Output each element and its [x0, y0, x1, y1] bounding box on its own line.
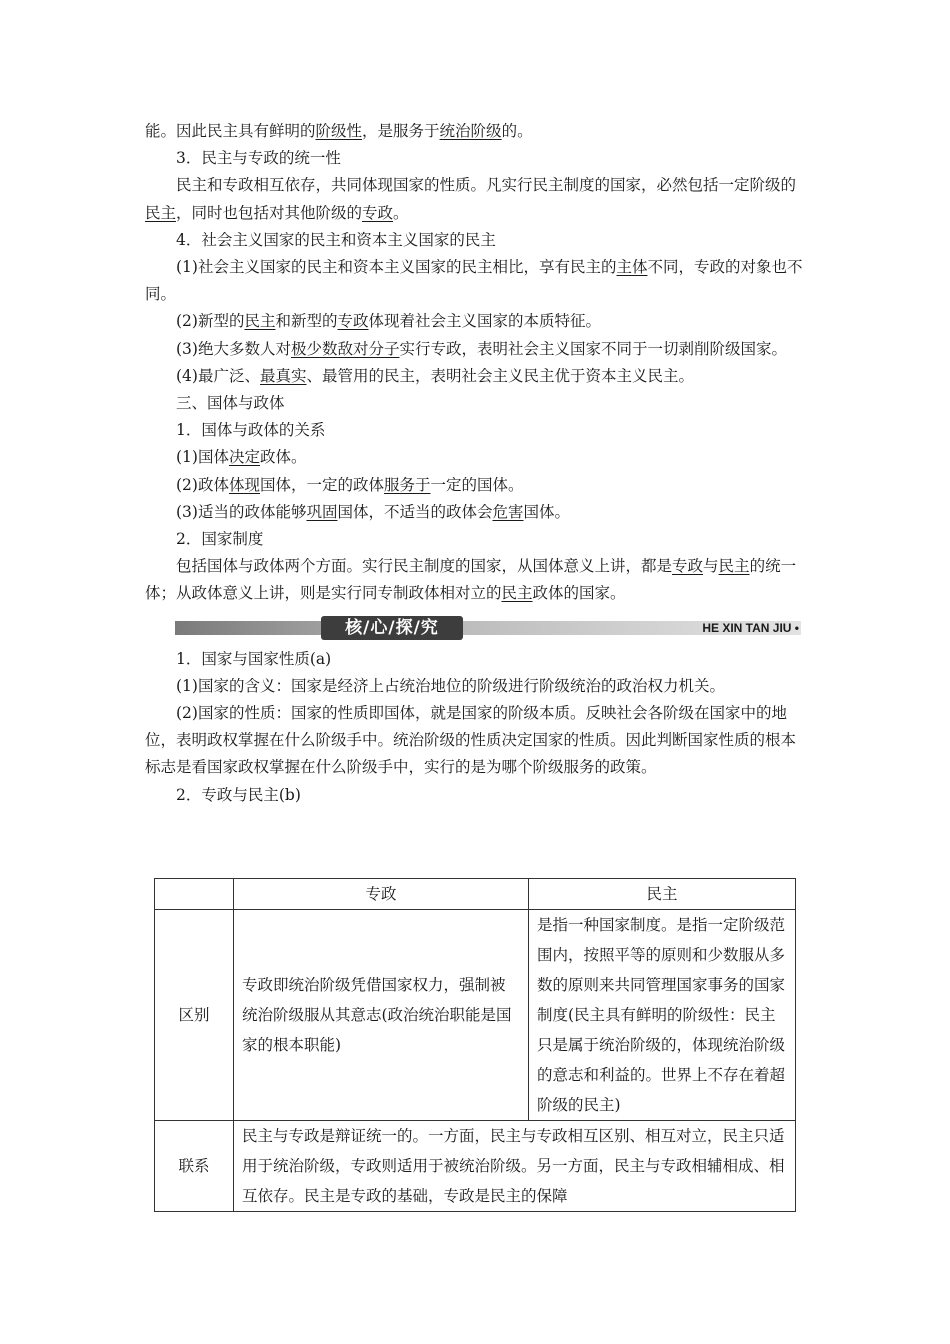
row-label: 区别	[155, 910, 234, 1121]
paragraph: 民主和专政相互依存，共同体现国家的性质。凡实行民主制度的国家，必然包括一定阶级的民主，同时也包括对其他阶级的专政。	[145, 176, 797, 222]
paragraph: (2)国家的性质：国家的性质即国体，就是国家的阶级本质。反映社会各阶级在国家中的地位，表明政权掌握在什么阶级手中。统治阶级的性质决定国家的性质。因此判断国家性质的根本标志是看国家政权掌握在什么阶级手中，实行的是为哪个阶级服务的政策。	[145, 704, 797, 777]
paragraph: (2)新型的民主和新型的专政体现着社会主义国家的本质特征。	[176, 312, 602, 331]
table-row	[155, 910, 796, 1121]
paragraph: (3)绝大多数人对极少数敌对分子实行专政，表明社会主义国家不同于一切剥削阶级国家。	[176, 339, 787, 358]
banner-title: 核/心/探/究	[321, 616, 463, 640]
subheading: 1．国家与国家性质(a)	[176, 649, 332, 668]
document-body	[145, 118, 807, 809]
paragraph: (1)国体决定政体。	[176, 448, 307, 467]
row-label: 联系	[155, 1121, 234, 1212]
paragraph: (4)最广泛、最真实、最管用的民主，表明社会主义民主优于资本主义民主。	[176, 366, 694, 385]
subheading: 1．国体与政体的关系	[176, 421, 326, 440]
section-banner	[145, 616, 807, 640]
subheading: 2．专政与民主(b)	[176, 785, 301, 804]
heading-4: 4．社会主义国家的民主和资本主义国家的民主	[176, 230, 496, 249]
subheading: 2．国家制度	[176, 530, 264, 549]
table-header-cell: 民主	[529, 879, 796, 910]
paragraph: (3)适当的政体能够巩固国体，不适当的政体会危害国体。	[176, 502, 571, 521]
table-header-cell: 专政	[234, 879, 529, 910]
paragraph: (2)政体体现国体，一定的政体服务于一定的国体。	[176, 475, 524, 494]
paragraph: 能。因此民主具有鲜明的阶级性，是服务于统治阶级的。	[145, 122, 533, 140]
table-cell: 专政即统治阶级凭借国家权力，强制被统治阶级服从其意志(政治统治职能是国家的根本职能)	[234, 910, 529, 1121]
heading-3: 3．民主与专政的统一性	[176, 149, 341, 168]
table-header-cell	[155, 879, 234, 910]
section-heading: 三、国体与政体	[176, 394, 285, 413]
paragraph: 包括国体与政体两个方面。实行民主制度的国家，从国体意义上讲，都是专政与民主的统一体；从政体意义上讲，则是实行同专制政体相对立的民主政体的国家。	[145, 557, 797, 603]
banner-pinyin: HE XIN TAN JIU •	[702, 620, 799, 635]
table-header-row	[155, 879, 796, 910]
paragraph: (1)国家的含义：国家是经济上占统治地位的阶级进行阶级统治的政治权力机关。	[176, 676, 725, 695]
paragraph: (1)社会主义国家的民主和资本主义国家的民主相比，享有民主的主体不同，专政的对象也不同。	[145, 258, 803, 304]
table-cell: 是指一种国家制度。是指一定阶级范围内，按照平等的原则和少数服从多数的原则来共同管理国家事务的国家制度(民主具有鲜明的阶级性：民主只是属于统治阶级的，体现统治阶级的意志和利益的。世界上不存在着超阶级的民主)	[529, 910, 796, 1121]
comparison-table	[154, 878, 796, 1212]
table-cell: 民主与专政是辩证统一的。一方面，民主与专政相互区别、相互对立，民主只适用于统治阶级，专政则适用于被统治阶级。另一方面，民主与专政相辅相成、相互依存。民主是专政的基础，专政是民主的保障	[234, 1121, 796, 1212]
table-row	[155, 1121, 796, 1212]
